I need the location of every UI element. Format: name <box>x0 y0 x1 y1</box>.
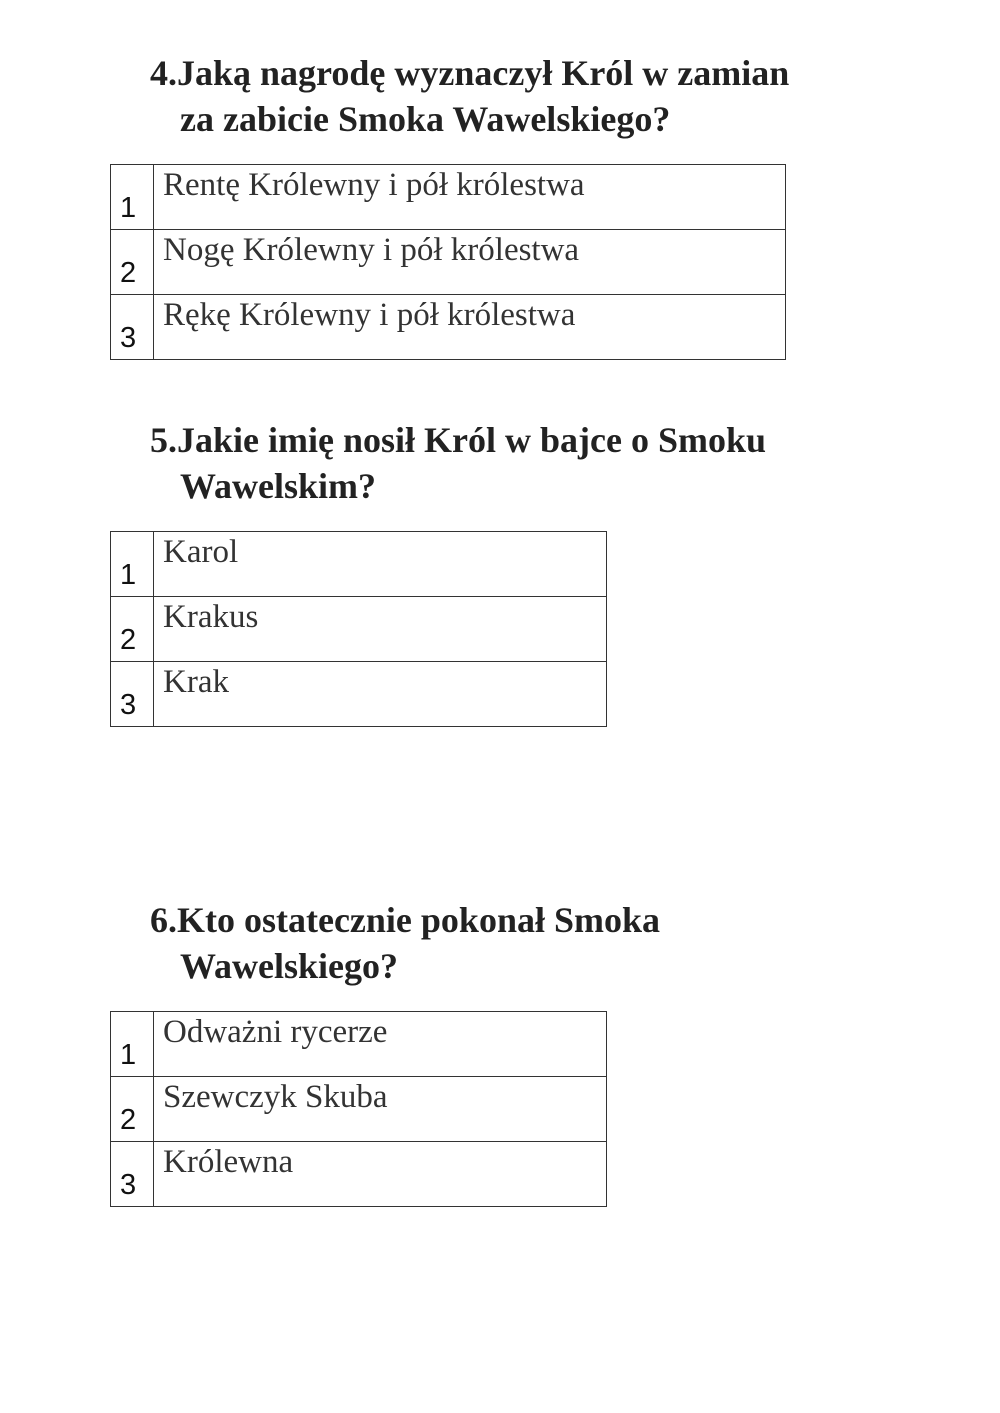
answer-table-q5 <box>110 531 607 727</box>
option-text[interactable]: Szewczyk Skuba <box>154 1077 607 1142</box>
option-text[interactable]: Nogę Królewny i pół królestwa <box>154 230 786 295</box>
question-6 <box>150 897 660 989</box>
answer-option[interactable] <box>111 230 786 295</box>
option-number: 1 <box>111 532 154 597</box>
question-6-line1: 6.Kto ostatecznie pokonał Smoka <box>150 900 661 940</box>
option-text[interactable]: Rękę Królewny i pół królestwa <box>154 295 786 360</box>
answer-table-q4 <box>110 164 786 360</box>
answer-option[interactable] <box>111 1142 607 1207</box>
option-text[interactable]: Krak <box>154 662 607 727</box>
option-number: 2 <box>111 1077 154 1142</box>
answer-option[interactable] <box>111 532 607 597</box>
option-text[interactable]: Karol <box>154 532 607 597</box>
answer-option[interactable] <box>111 597 607 662</box>
question-5-line2: Wawelskim? <box>180 466 377 506</box>
option-text[interactable]: Odważni rycerze <box>154 1012 607 1077</box>
answer-option[interactable] <box>111 1012 607 1077</box>
option-number: 3 <box>111 662 154 727</box>
option-text[interactable]: Królewna <box>154 1142 607 1207</box>
option-number: 1 <box>111 1012 154 1077</box>
question-5-line1: 5.Jakie imię nosił Król w bajce o Smoku <box>150 420 767 460</box>
question-5 <box>150 417 766 509</box>
answer-option[interactable] <box>111 1077 607 1142</box>
question-4-line2: za zabicie Smoka Wawelskiego? <box>180 99 671 139</box>
option-text[interactable]: Rentę Królewny i pół królestwa <box>154 165 786 230</box>
question-4 <box>150 50 789 142</box>
option-text[interactable]: Krakus <box>154 597 607 662</box>
option-number: 2 <box>111 230 154 295</box>
answer-option[interactable] <box>111 295 786 360</box>
answer-option[interactable] <box>111 662 607 727</box>
option-number: 3 <box>111 1142 154 1207</box>
answer-option[interactable] <box>111 165 786 230</box>
answer-table-q6 <box>110 1011 607 1207</box>
option-number: 1 <box>111 165 154 230</box>
question-4-line1: 4.Jaką nagrodę wyznaczył Król w zamian <box>150 53 790 93</box>
option-number: 2 <box>111 597 154 662</box>
question-6-line2: Wawelskiego? <box>180 946 399 986</box>
option-number: 3 <box>111 295 154 360</box>
